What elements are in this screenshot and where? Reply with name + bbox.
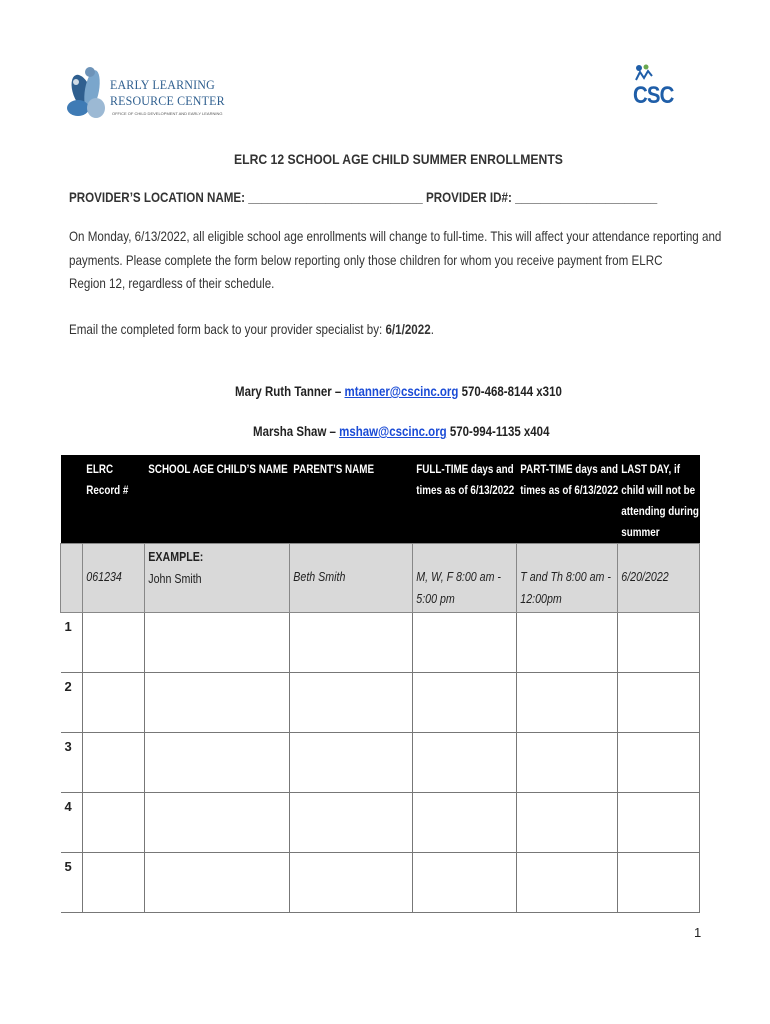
full-time-input-cell[interactable] bbox=[413, 673, 517, 733]
example-row-number bbox=[61, 544, 83, 613]
example-child-name: John Smith bbox=[148, 571, 202, 586]
table-row bbox=[61, 673, 700, 733]
row-number-cell: 2 bbox=[61, 673, 83, 733]
contact-email-link[interactable]: mshaw@cscinc.org bbox=[339, 423, 447, 439]
part-time-input-cell[interactable] bbox=[517, 853, 618, 913]
intro-line-1: On Monday, 6/13/2022, all eligible school age enrollments will change to full-time. This will affect your attendance reporting and bbox=[69, 228, 722, 244]
email-instruction-end: . bbox=[430, 321, 434, 337]
contact-name: Mary Ruth Tanner – bbox=[235, 383, 345, 399]
contact-marsha-shaw bbox=[253, 423, 549, 439]
example-full-time-cell: M, W, F 8:00 am - 5:00 pm bbox=[413, 544, 517, 613]
elrc-logo bbox=[66, 62, 225, 126]
row-number-cell: 5 bbox=[61, 853, 83, 913]
page-number: 1 bbox=[694, 925, 702, 940]
elrc-logo-line2: RESOURCE CENTER bbox=[110, 93, 225, 108]
record-input-cell[interactable] bbox=[83, 673, 145, 733]
last-day-input-cell[interactable] bbox=[618, 673, 700, 733]
full-time-input-cell[interactable] bbox=[413, 793, 517, 853]
full-time-input-cell[interactable] bbox=[413, 613, 517, 673]
csc-figure-icon bbox=[634, 64, 654, 82]
header-part-time: PART-TIME days and times as of 6/13/2022 bbox=[517, 455, 618, 544]
example-part-time-cell: T and Th 8:00 am - 12:00pm bbox=[517, 544, 618, 613]
example-label: EXAMPLE: bbox=[148, 549, 204, 564]
elrc-flower-icon bbox=[66, 62, 112, 126]
record-input-cell[interactable] bbox=[83, 613, 145, 673]
example-record-cell: 061234 bbox=[83, 544, 145, 613]
example-row bbox=[61, 544, 700, 613]
header-elrc-record: ELRC Record # bbox=[83, 455, 145, 544]
last-day-input-cell[interactable] bbox=[618, 613, 700, 673]
contact-name: Marsha Shaw – bbox=[253, 423, 340, 439]
example-last-day-cell: 6/20/2022 bbox=[618, 544, 700, 613]
intro-line-2: payments. Please complete the form below reporting only those children for whom you receive payment from ELRC bbox=[69, 252, 663, 268]
child-input-cell[interactable] bbox=[145, 613, 290, 673]
example-child-cell bbox=[145, 544, 290, 613]
contact-email-link[interactable]: mtanner@cscinc.org bbox=[344, 383, 459, 399]
intro-line-3: Region 12, regardless of their schedule. bbox=[69, 275, 275, 291]
record-input-cell[interactable] bbox=[83, 733, 145, 793]
parent-input-cell[interactable] bbox=[290, 613, 413, 673]
child-input-cell[interactable] bbox=[145, 673, 290, 733]
last-day-input-cell[interactable] bbox=[618, 853, 700, 913]
header-parent-name: PARENT’S NAME bbox=[290, 455, 413, 544]
child-input-cell[interactable] bbox=[145, 853, 290, 913]
header-child-name: SCHOOL AGE CHILD’S NAME bbox=[145, 455, 290, 544]
elrc-logo-line1: EARLY LEARNING bbox=[110, 77, 215, 92]
header-row-number bbox=[61, 455, 83, 544]
email-instruction bbox=[69, 321, 434, 337]
parent-input-cell[interactable] bbox=[290, 673, 413, 733]
last-day-input-cell[interactable] bbox=[618, 733, 700, 793]
contact-phone: 570-994-1135 x404 bbox=[446, 423, 550, 439]
row-number-cell: 1 bbox=[61, 613, 83, 673]
record-input-cell[interactable] bbox=[83, 853, 145, 913]
header-full-time: FULL-TIME days and times as of 6/13/2022 bbox=[413, 455, 517, 544]
part-time-input-cell[interactable] bbox=[517, 793, 618, 853]
contact-mary-ruth-tanner bbox=[235, 383, 562, 399]
parent-input-cell[interactable] bbox=[290, 733, 413, 793]
header-last-day: LAST DAY, if child will not be attending during summer bbox=[618, 455, 700, 544]
child-input-cell[interactable] bbox=[145, 733, 290, 793]
part-time-input-cell[interactable] bbox=[517, 613, 618, 673]
email-instruction-text: Email the completed form back to your provider specialist by: bbox=[69, 321, 386, 337]
part-time-input-cell[interactable] bbox=[517, 733, 618, 793]
row-number-cell: 3 bbox=[61, 733, 83, 793]
document-title: ELRC 12 SCHOOL AGE CHILD SUMMER ENROLLMENTS bbox=[234, 151, 563, 167]
csc-logo-text: CSC bbox=[633, 82, 674, 109]
enrollment-table bbox=[60, 455, 700, 913]
due-date: 6/1/2022 bbox=[385, 321, 431, 337]
elrc-logo-tagline: OFFICE OF CHILD DEVELOPMENT AND EARLY LEARNING bbox=[112, 111, 223, 116]
table-row bbox=[61, 613, 700, 673]
parent-input-cell[interactable] bbox=[290, 793, 413, 853]
last-day-input-cell[interactable] bbox=[618, 793, 700, 853]
full-time-input-cell[interactable] bbox=[413, 853, 517, 913]
contact-phone: 570-468-8144 x310 bbox=[458, 383, 562, 399]
row-number-cell: 4 bbox=[61, 793, 83, 853]
table-header-row bbox=[61, 455, 700, 544]
table-row bbox=[61, 733, 700, 793]
example-parent-cell: Beth Smith bbox=[290, 544, 413, 613]
provider-info-line: PROVIDER’S LOCATION NAME: ___________________________ PROVIDER ID#: ______________________ bbox=[69, 189, 658, 205]
child-input-cell[interactable] bbox=[145, 793, 290, 853]
parent-input-cell[interactable] bbox=[290, 853, 413, 913]
table-row bbox=[61, 793, 700, 853]
part-time-input-cell[interactable] bbox=[517, 673, 618, 733]
record-input-cell[interactable] bbox=[83, 793, 145, 853]
table-row bbox=[61, 853, 700, 913]
full-time-input-cell[interactable] bbox=[413, 733, 517, 793]
csc-logo bbox=[630, 64, 676, 122]
